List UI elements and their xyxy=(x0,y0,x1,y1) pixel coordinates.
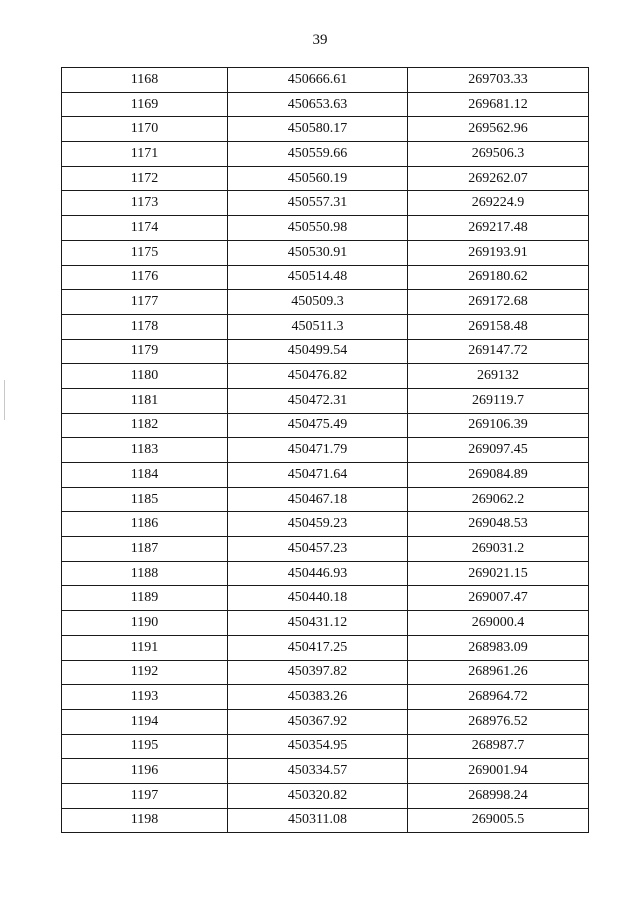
x-coordinate-cell: 450311.08 xyxy=(228,808,408,833)
table-row xyxy=(62,685,589,710)
y-coordinate-cell: 269147.72 xyxy=(408,339,589,364)
coordinates-table xyxy=(61,67,589,833)
table-row xyxy=(62,759,589,784)
x-coordinate-cell: 450320.82 xyxy=(228,783,408,808)
point-number-cell: 1183 xyxy=(62,438,228,463)
table-row xyxy=(62,635,589,660)
y-coordinate-cell: 269062.2 xyxy=(408,487,589,512)
x-coordinate-cell: 450530.91 xyxy=(228,240,408,265)
table-row xyxy=(62,734,589,759)
point-number-cell: 1176 xyxy=(62,265,228,290)
x-coordinate-cell: 450514.48 xyxy=(228,265,408,290)
x-coordinate-cell: 450431.12 xyxy=(228,611,408,636)
table-row xyxy=(62,586,589,611)
point-number-cell: 1188 xyxy=(62,561,228,586)
table-row xyxy=(62,240,589,265)
point-number-cell: 1185 xyxy=(62,487,228,512)
page-number: 39 xyxy=(312,32,328,48)
point-number-cell: 1184 xyxy=(62,463,228,488)
x-coordinate-cell: 450446.93 xyxy=(228,561,408,586)
y-coordinate-cell: 269097.45 xyxy=(408,438,589,463)
y-coordinate-cell: 269262.07 xyxy=(408,166,589,191)
table-row xyxy=(62,783,589,808)
point-number-cell: 1179 xyxy=(62,339,228,364)
point-number-cell: 1191 xyxy=(62,635,228,660)
x-coordinate-cell: 450580.17 xyxy=(228,117,408,142)
table-row xyxy=(62,117,589,142)
x-coordinate-cell: 450666.61 xyxy=(228,68,408,93)
y-coordinate-cell: 269000.4 xyxy=(408,611,589,636)
point-number-cell: 1189 xyxy=(62,586,228,611)
y-coordinate-cell: 269193.91 xyxy=(408,240,589,265)
point-number-cell: 1180 xyxy=(62,364,228,389)
point-number-cell: 1177 xyxy=(62,290,228,315)
table-row xyxy=(62,660,589,685)
y-coordinate-cell: 269703.33 xyxy=(408,68,589,93)
point-number-cell: 1190 xyxy=(62,611,228,636)
scan-edge-mark xyxy=(4,380,5,420)
x-coordinate-cell: 450367.92 xyxy=(228,709,408,734)
point-number-cell: 1171 xyxy=(62,142,228,167)
x-coordinate-cell: 450653.63 xyxy=(228,92,408,117)
y-coordinate-cell: 269172.68 xyxy=(408,290,589,315)
x-coordinate-cell: 450550.98 xyxy=(228,216,408,241)
point-number-cell: 1192 xyxy=(62,660,228,685)
y-coordinate-cell: 269005.5 xyxy=(408,808,589,833)
table-row xyxy=(62,413,589,438)
table-row xyxy=(62,314,589,339)
table-row xyxy=(62,709,589,734)
y-coordinate-cell: 269506.3 xyxy=(408,142,589,167)
table-row xyxy=(62,808,589,833)
x-coordinate-cell: 450472.31 xyxy=(228,388,408,413)
point-number-cell: 1182 xyxy=(62,413,228,438)
y-coordinate-cell: 269007.47 xyxy=(408,586,589,611)
x-coordinate-cell: 450471.64 xyxy=(228,463,408,488)
x-coordinate-cell: 450397.82 xyxy=(228,660,408,685)
table-row xyxy=(62,191,589,216)
point-number-cell: 1169 xyxy=(62,92,228,117)
y-coordinate-cell: 268998.24 xyxy=(408,783,589,808)
table-row xyxy=(62,364,589,389)
x-coordinate-cell: 450471.79 xyxy=(228,438,408,463)
x-coordinate-cell: 450560.19 xyxy=(228,166,408,191)
y-coordinate-cell: 269119.7 xyxy=(408,388,589,413)
y-coordinate-cell: 269031.2 xyxy=(408,537,589,562)
x-coordinate-cell: 450417.25 xyxy=(228,635,408,660)
point-number-cell: 1170 xyxy=(62,117,228,142)
table-row xyxy=(62,388,589,413)
x-coordinate-cell: 450334.57 xyxy=(228,759,408,784)
table-row xyxy=(62,463,589,488)
table-row xyxy=(62,611,589,636)
point-number-cell: 1195 xyxy=(62,734,228,759)
x-coordinate-cell: 450467.18 xyxy=(228,487,408,512)
table-row xyxy=(62,537,589,562)
y-coordinate-cell: 268964.72 xyxy=(408,685,589,710)
x-coordinate-cell: 450559.66 xyxy=(228,142,408,167)
y-coordinate-cell: 269084.89 xyxy=(408,463,589,488)
table-row xyxy=(62,438,589,463)
point-number-cell: 1181 xyxy=(62,388,228,413)
table-row xyxy=(62,512,589,537)
y-coordinate-cell: 269681.12 xyxy=(408,92,589,117)
y-coordinate-cell: 269001.94 xyxy=(408,759,589,784)
y-coordinate-cell: 268976.52 xyxy=(408,709,589,734)
y-coordinate-cell: 269562.96 xyxy=(408,117,589,142)
point-number-cell: 1194 xyxy=(62,709,228,734)
table-row xyxy=(62,166,589,191)
table-row xyxy=(62,487,589,512)
x-coordinate-cell: 450499.54 xyxy=(228,339,408,364)
y-coordinate-cell: 269180.62 xyxy=(408,265,589,290)
point-number-cell: 1168 xyxy=(62,68,228,93)
point-number-cell: 1187 xyxy=(62,537,228,562)
y-coordinate-cell: 269106.39 xyxy=(408,413,589,438)
x-coordinate-cell: 450459.23 xyxy=(228,512,408,537)
point-number-cell: 1198 xyxy=(62,808,228,833)
y-coordinate-cell: 268983.09 xyxy=(408,635,589,660)
x-coordinate-cell: 450557.31 xyxy=(228,191,408,216)
x-coordinate-cell: 450440.18 xyxy=(228,586,408,611)
y-coordinate-cell: 268961.26 xyxy=(408,660,589,685)
point-number-cell: 1175 xyxy=(62,240,228,265)
table-row xyxy=(62,265,589,290)
x-coordinate-cell: 450476.82 xyxy=(228,364,408,389)
y-coordinate-cell: 269048.53 xyxy=(408,512,589,537)
table-row xyxy=(62,216,589,241)
x-coordinate-cell: 450509.3 xyxy=(228,290,408,315)
x-coordinate-cell: 450475.49 xyxy=(228,413,408,438)
table-row xyxy=(62,92,589,117)
table-row xyxy=(62,339,589,364)
table-row xyxy=(62,68,589,93)
table-row xyxy=(62,142,589,167)
y-coordinate-cell: 269132 xyxy=(408,364,589,389)
x-coordinate-cell: 450457.23 xyxy=(228,537,408,562)
x-coordinate-cell: 450383.26 xyxy=(228,685,408,710)
point-number-cell: 1186 xyxy=(62,512,228,537)
y-coordinate-cell: 268987.7 xyxy=(408,734,589,759)
table-row xyxy=(62,290,589,315)
point-number-cell: 1178 xyxy=(62,314,228,339)
point-number-cell: 1197 xyxy=(62,783,228,808)
point-number-cell: 1172 xyxy=(62,166,228,191)
point-number-cell: 1193 xyxy=(62,685,228,710)
x-coordinate-cell: 450511.3 xyxy=(228,314,408,339)
x-coordinate-cell: 450354.95 xyxy=(228,734,408,759)
point-number-cell: 1173 xyxy=(62,191,228,216)
point-number-cell: 1196 xyxy=(62,759,228,784)
y-coordinate-cell: 269021.15 xyxy=(408,561,589,586)
table-row xyxy=(62,561,589,586)
table-body xyxy=(62,68,589,833)
y-coordinate-cell: 269224.9 xyxy=(408,191,589,216)
y-coordinate-cell: 269217.48 xyxy=(408,216,589,241)
y-coordinate-cell: 269158.48 xyxy=(408,314,589,339)
point-number-cell: 1174 xyxy=(62,216,228,241)
